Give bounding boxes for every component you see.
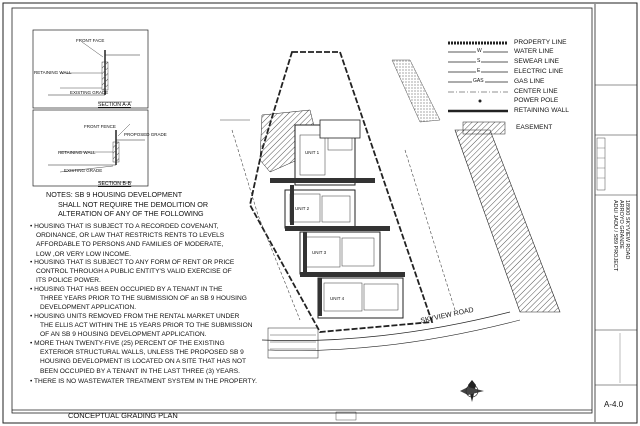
legend-symbol-s: S xyxy=(477,58,481,64)
note-5-line-4: BEEN OCCUPIED BY A TENANT IN THE LAST THREE (3) YEARS. xyxy=(40,367,240,375)
note-item-3: • HOUSING THAT HAS BEEN OCCUPIED BY A TENANT IN THE THREE YEARS PRIOR TO THE SUBMISSION OF an SB 9 HOUSING DEVELOPMENT APPLICATION. xyxy=(30,286,247,312)
section-a-title: SECTION A-A xyxy=(98,102,131,108)
sheet-number: A-4.0 xyxy=(604,400,624,409)
note-item-2: • HOUSING THAT IS SUBJECT TO ANY FORM OF RENT OR PRICE CONTROL THROUGH A PUBLIC ENTITY'S VALID EXERCISE OF ITS POLICE POWER. xyxy=(30,259,235,285)
legend-property-line: PROPERTY LINE xyxy=(514,39,567,46)
section-a-label-front: FRONT FACE xyxy=(76,38,105,43)
legend-symbols xyxy=(448,43,508,134)
plan-title: CONCEPTUAL GRADING PLAN xyxy=(68,411,178,420)
section-a-label-grade: EXISTING GRADE xyxy=(70,90,109,95)
unit-label-4: UNIT 4 xyxy=(330,296,345,301)
note-5-line-1: MORE THAN TWENTY-FIVE (25) PERCENT OF THE EXISTING xyxy=(34,340,225,347)
section-b-label-retaining: RETAINING WALL xyxy=(58,150,96,155)
legend-symbol-e: E xyxy=(477,68,481,74)
section-b-label-proposed: PROPOSED GRADE xyxy=(124,132,167,137)
street-label: SKYVIEW ROAD xyxy=(420,306,475,325)
note-1-line-4: LOW ,OR VERY LOW INCOME. xyxy=(36,250,132,258)
legend-center-line: CENTER LINE xyxy=(514,88,558,95)
note-2-line-2: CONTROL THROUGH A PUBLIC ENTITY'S VALID EXERCISE OF xyxy=(36,268,232,276)
note-2-line-3: ITS POLICE POWER. xyxy=(36,277,101,285)
section-b-title: SECTION B-B xyxy=(98,181,132,187)
notes-heading-line-2: SHALL NOT REQUIRE THE DEMOLITION OR xyxy=(58,199,209,209)
legend-retaining-wall: RETAINING WALL xyxy=(514,107,569,114)
notes-heading-line-1: NOTES: SB 9 HOUSING DEVELOPMENT xyxy=(46,190,183,199)
notes-heading xyxy=(42,190,208,219)
north-arrow-icon xyxy=(460,380,484,402)
note-4-line-1: HOUSING UNITS REMOVED FROM THE RENTAL MARKET UNDER xyxy=(34,313,240,320)
legend-gas-line: GAS LINE xyxy=(514,78,545,85)
unit-label-2: UNIT 2 xyxy=(295,206,310,211)
note-1-line-1: HOUSING THAT IS SUBJECT TO A RECORDED COVENANT, xyxy=(34,223,219,230)
legend-symbol-gas: GAS xyxy=(473,78,484,84)
note-2-line-1: HOUSING THAT IS SUBJECT TO ANY FORM OF RENT OR PRICE xyxy=(34,259,235,266)
legend-electric-line: ELECTRIC LINE xyxy=(514,68,564,75)
section-a-label-retaining: RETAINING WALL xyxy=(34,70,72,75)
section-b-label-grade: EXISTING GRADE xyxy=(64,168,103,173)
site-plan xyxy=(220,52,560,358)
note-item-5: • MORE THAN TWENTY-FIVE (25) PERCENT OF THE EXISTING EXTERIOR STRUCTURAL WALLS, UNLESS THE PROPOSED SB 9 HOUSING DEVELOPMENT IS LOCATED ON A SITE THAT HAS NOT BEEN OCCUPIED BY A TENANT IN THE LAST THREE (3) YEARS. xyxy=(30,340,247,375)
note-item-4: • HOUSING UNITS REMOVED FROM THE RENTAL MARKET UNDER THE ELLIS ACT WITHIN THE 15 YEARS PRIOR TO THE SUBMISSION OF AN SB 9 HOUSING DEVELOPMENT APPLICATION. xyxy=(30,313,253,339)
note-item-6: • THERE IS NO WASTEWATER TREATMENT SYSTEM IN THE PROPERTY. xyxy=(30,378,257,385)
note-3-line-2: THREE YEARS PRIOR TO THE SUBMISSION OF an SB 9 HOUSING xyxy=(40,295,247,303)
note-1-line-3: AFFORDABLE TO PERSONS AND FAMILIES OF MODERATE, xyxy=(36,241,224,249)
note-4-line-3: OF AN SB 9 HOUSING DEVELOPMENT APPLICATION. xyxy=(40,331,207,339)
section-b-detail xyxy=(33,110,148,186)
note-3-line-3: DEVELOPMENT APPLICATION. xyxy=(40,304,137,312)
note-1-line-2: ORDINANCE, OR LAW THAT RESTRICTS RENTS TO LEVELS xyxy=(36,232,225,240)
address-line-2: ARROYO GRANDE xyxy=(618,200,624,249)
address-line-1: 18900 SKYVIEW ROAD xyxy=(624,200,630,260)
unit-label-1: UNIT 1 xyxy=(305,150,320,155)
note-4-line-2: THE ELLIS ACT WITHIN THE 15 YEARS PRIOR TO THE SUBMISSION xyxy=(40,322,253,330)
legend-easement: EASEMENT xyxy=(516,124,553,131)
notes-heading-line-3: ALTERATION OF ANY OF THE FOLLOWING xyxy=(58,209,204,219)
legend-sewer-line: SEWEAR LINE xyxy=(514,58,560,65)
note-3-line-1: HOUSING THAT HAS BEEN OCCUPIED BY A TENANT IN THE xyxy=(34,286,223,293)
note-6-line-1: THERE IS NO WASTEWATER TREATMENT SYSTEM IN THE PROPERTY. xyxy=(34,378,257,385)
note-item-1: • HOUSING THAT IS SUBJECT TO A RECORDED COVENANT, ORDINANCE, OR LAW THAT RESTRICTS RENTS TO LEVELS AFFORDABLE TO PERSONS AND FAMILIES OF MODERATE, LOW ,OR VERY LOW INCOME. xyxy=(30,223,225,258)
note-5-line-3: HOUSING DEVELOPMENT IS LOCATED ON A SITE THAT HAS NOT xyxy=(40,358,247,366)
title-block-address xyxy=(612,200,630,271)
section-b-label-fence: FRONT FENCE xyxy=(84,124,116,129)
unit-label-3: UNIT 3 xyxy=(312,250,327,255)
legend-water-line: WATER LINE xyxy=(514,48,554,55)
legend-power-pole: POWER POLE xyxy=(514,97,559,104)
note-5-line-2: EXTERIOR STRUCTURAL WALLS, UNLESS THE PROPOSED SB 9 xyxy=(40,349,244,357)
legend-symbol-w: W xyxy=(477,48,482,54)
address-line-3: ADU/ JADU / SB9 PROJECT xyxy=(612,200,618,272)
